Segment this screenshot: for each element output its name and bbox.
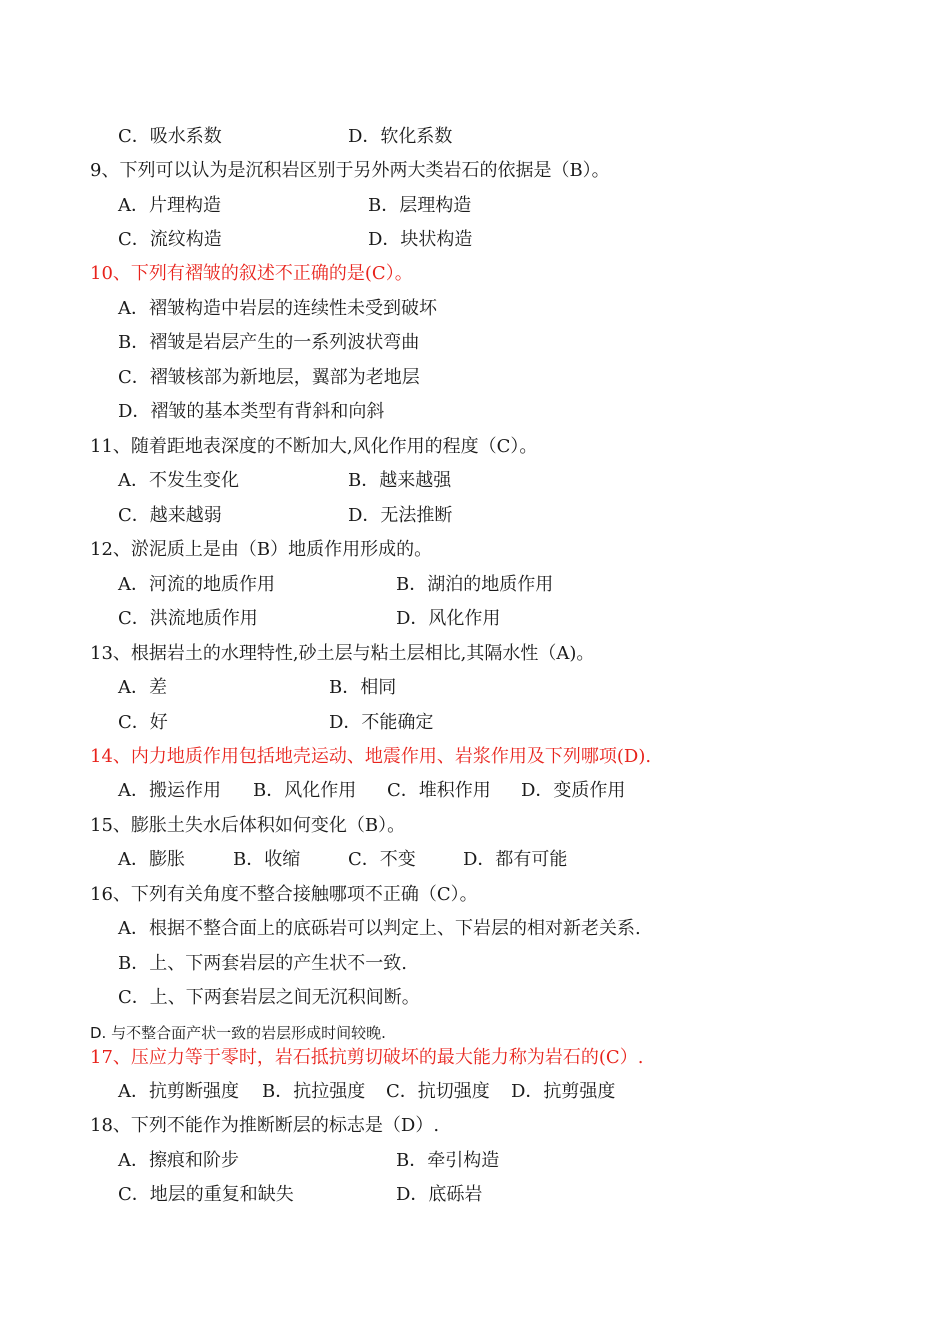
q12-option-c: C．洪流地质作用 [118,608,258,629]
q16-option-d: D. 与不整合面产状一致的岩层形成时间较晚. [90,1024,386,1042]
q16-option-a: A．根据不整合面上的底砾岩可以判定上、下岩层的相对新老关系. [118,918,641,939]
q10-option-a: A．褶皱构造中岩层的连续性未受到破坏 [118,298,437,319]
q18-option-a: A．擦痕和阶步 [118,1150,239,1171]
q13-stem: 13、根据岩土的水理特性,砂土层与粘土层相比,其隔水性（A)。 [90,643,595,664]
q17-option-d: D．抗剪强度 [511,1081,616,1102]
q15-option-c: C．不变 [348,849,416,870]
q18-option-c: C．地层的重复和缺失 [118,1184,294,1205]
q18-option-b: B．牵引构造 [396,1150,500,1171]
q9-option-d: D．块状构造 [368,229,473,250]
q16-option-b: B．上、下两套岩层的产生状不一致. [118,953,407,974]
q11-stem: 11、随着距地表深度的不断加大,风化作用的程度（C）。 [90,436,538,457]
q17-option-c: C．抗切强度 [386,1081,490,1102]
q10-stem: 10、下列有褶皱的叙述不正确的是(C）。 [90,263,413,284]
q17-option-a: A．抗剪断强度 [118,1081,239,1102]
q16-option-c: C．上、下两套岩层之间无沉积间断。 [118,987,420,1008]
q10-option-b: B．褶皱是岩层产生的一系列波状弯曲 [118,332,420,353]
q18-option-d: D．底砾岩 [396,1184,483,1205]
q11-option-a: A．不发生变化 [118,470,239,491]
q16-stem: 16、下列有关角度不整合接触哪项不正确（C）。 [90,884,478,905]
q15-option-a: A．膨胀 [118,849,185,870]
q11-option-b: B．越来越强 [348,470,452,491]
q13-option-a: A．差 [118,677,167,698]
q13-option-c: C．好 [118,712,168,733]
q9-option-a: A．片理构造 [118,195,221,216]
q9-stem: 9、下列可以认为是沉积岩区别于另外两大类岩石的依据是（B）。 [90,160,610,181]
q18-stem: 18、下列不能作为推断断层的标志是（D）. [90,1115,440,1136]
q12-option-a: A．河流的地质作用 [118,574,275,595]
q14-option-b: B．风化作用 [253,780,357,801]
q9-option-c: C．流纹构造 [118,229,222,250]
q12-option-d: D．风化作用 [396,608,501,629]
q14-option-a: A．搬运作用 [118,780,221,801]
q14-option-c: C．堆积作用 [387,780,491,801]
q12-option-b: B．湖泊的地质作用 [396,574,554,595]
q11-option-c: C．越来越弱 [118,505,222,526]
q17-option-b: B．抗拉强度 [262,1081,366,1102]
q10-option-d: D．褶皱的基本类型有背斜和向斜 [118,401,385,422]
q11-option-d: D．无法推断 [348,505,453,526]
q15-option-b: B．收缩 [233,849,301,870]
q14-option-d: D．变质作用 [521,780,626,801]
q15-stem: 15、膨胀土失水后体积如何变化（B）。 [90,815,406,836]
q12-stem: 12、淤泥质上是由（B）地质作用形成的。 [90,539,433,560]
q14-stem: 14、内力地质作用包括地壳运动、地震作用、岩浆作用及下列哪项(D). [90,746,652,767]
q8-option-c: C．吸水系数 [118,126,222,147]
q9-option-b: B．层理构造 [368,195,472,216]
q17-stem: 17、压应力等于零时，岩石抵抗剪切破坏的最大能力称为岩石的(C）. [90,1047,644,1068]
q13-option-b: B．相同 [329,677,397,698]
q15-option-d: D．都有可能 [463,849,568,870]
q13-option-d: D．不能确定 [329,712,434,733]
q10-option-c: C．褶皱核部为新地层，翼部为老地层 [118,367,420,388]
q8-option-d: D．软化系数 [348,126,453,147]
